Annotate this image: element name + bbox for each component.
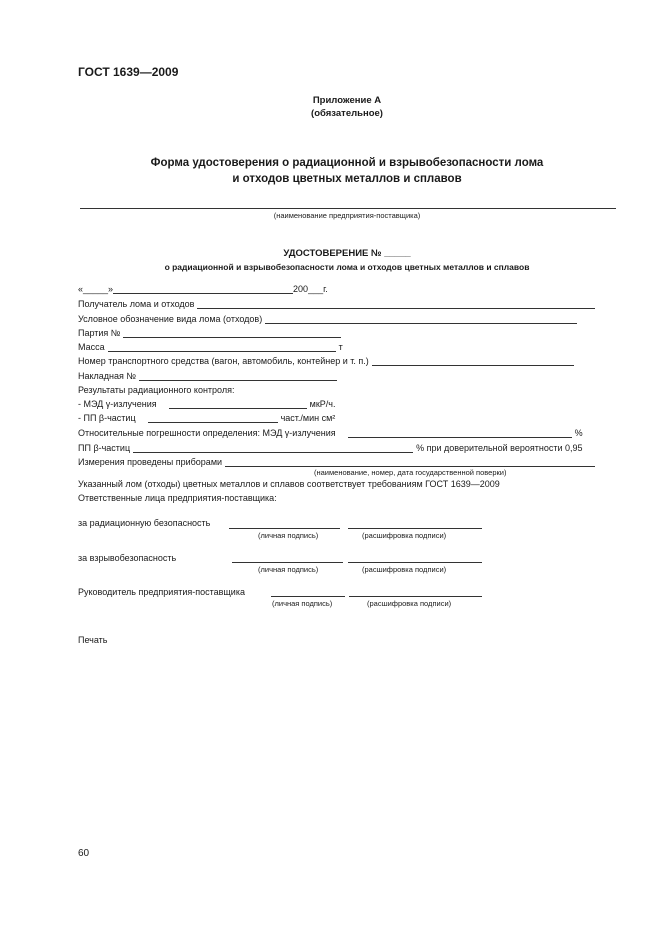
sign-caption-radiation: (личная подпись) [258,531,319,540]
med-label: - МЭД γ-излучения [78,399,157,409]
appendix-status: (обязательное) [311,108,383,119]
rel-error-percent: % [574,428,583,438]
batch-row [78,328,344,338]
pp-row [78,413,335,423]
form-title-line2: и отходов цветных металлов и сплавов [232,173,462,185]
supplier-line[interactable] [80,208,616,209]
appendix-title: Приложение А [312,95,382,106]
vehicle-input[interactable] [372,356,574,366]
pp-input[interactable] [148,413,278,423]
mass-input[interactable] [108,342,336,352]
med-unit: мкР/ч. [309,399,336,409]
med-input[interactable] [169,399,307,409]
compliance-text: Указанный лом (отходы) цветных металлов и сплавов соответствует требованиям ГОСТ 1639—2009 [78,479,500,489]
stamp-label: Печать [78,635,108,645]
responsible-row [78,493,277,503]
vehicle-row [78,356,577,366]
date-line[interactable] [113,284,293,294]
name-caption-explosion: (расшифровка подписи) [362,565,447,574]
mass-unit: т [338,342,343,352]
recipient-row [78,299,598,309]
instruments-caption: (наименование, номер, дата государственной поверки) [314,468,507,477]
instruments-input[interactable] [225,457,595,467]
date-row [78,284,328,294]
recipient-label: Получатель лома и отходов [78,299,195,309]
batch-input[interactable] [123,328,341,338]
designation-row [78,314,580,324]
document-code: ГОСТ 1639—2009 [78,65,179,79]
instruments-row [78,457,598,467]
results-row [78,385,235,395]
certificate-subheading: о радиационной и взрывобезопасности лома и отходов цветных металлов и сплавов [164,262,530,272]
batch-label: Партия № [78,328,121,338]
sign-caption-director: (личная подпись) [272,599,333,608]
waybill-input[interactable] [139,371,337,381]
signature-role-radiation: за радиационную безопасность [78,518,211,528]
name-line-explosion[interactable] [348,562,482,563]
signature-role-director: Руководитель предприятия-поставщика [78,587,245,597]
signature-line-explosion[interactable] [232,562,343,563]
designation-label: Условное обозначение вида лома (отходов) [78,314,263,324]
instruments-label: Измерения проведены приборами [78,457,223,467]
certificate-heading: УДОСТОВЕРЕНИЕ № _____ [283,248,411,259]
form-title [78,155,616,187]
date-prefix: «_____» [78,284,114,294]
results-label: Результаты радиационного контроля: [78,385,235,395]
signature-line-radiation[interactable] [229,528,340,529]
pp-unit: част./мин см² [280,413,336,423]
page-number: 60 [78,848,90,859]
waybill-row [78,371,340,381]
date-year: 200___г. [293,284,328,294]
name-line-director[interactable] [349,596,482,597]
compliance-row [78,479,500,489]
designation-input[interactable] [265,314,577,324]
signature-line-director[interactable] [271,596,345,597]
sign-caption-explosion: (личная подпись) [258,565,319,574]
rel-error-row [78,428,583,438]
rel-error-label: Относительные погрешности определения: МЭД γ-излучения [78,428,336,438]
pp2-row [78,443,583,453]
pp2-label: ПП β-частиц [78,443,131,453]
vehicle-label: Номер транспортного средства (вагон, автомобиль, контейнер и т. п.) [78,356,369,366]
signature-role-explosion: за взрывобезопасность [78,553,177,563]
pp2-suffix: % при доверительной вероятности 0,95 [416,443,583,453]
responsible-text: Ответственные лица предприятия-поставщика: [78,493,277,503]
name-line-radiation[interactable] [348,528,482,529]
mass-row [78,342,343,352]
name-caption-director: (расшифровка подписи) [367,599,452,608]
mass-label: Масса [78,342,105,352]
supplier-caption: (наименование предприятия-поставщика) [273,211,421,220]
name-caption-radiation: (расшифровка подписи) [362,531,447,540]
pp2-input[interactable] [133,443,413,453]
form-title-line1: Форма удостоверения о радиационной и взрывобезопасности лома [150,157,544,169]
recipient-input[interactable] [197,299,595,309]
med-row [78,399,335,409]
pp-label: - ПП β-частиц [78,413,136,423]
waybill-label: Накладная № [78,371,137,381]
rel-error-input[interactable] [348,428,572,438]
appendix-block [78,94,616,120]
